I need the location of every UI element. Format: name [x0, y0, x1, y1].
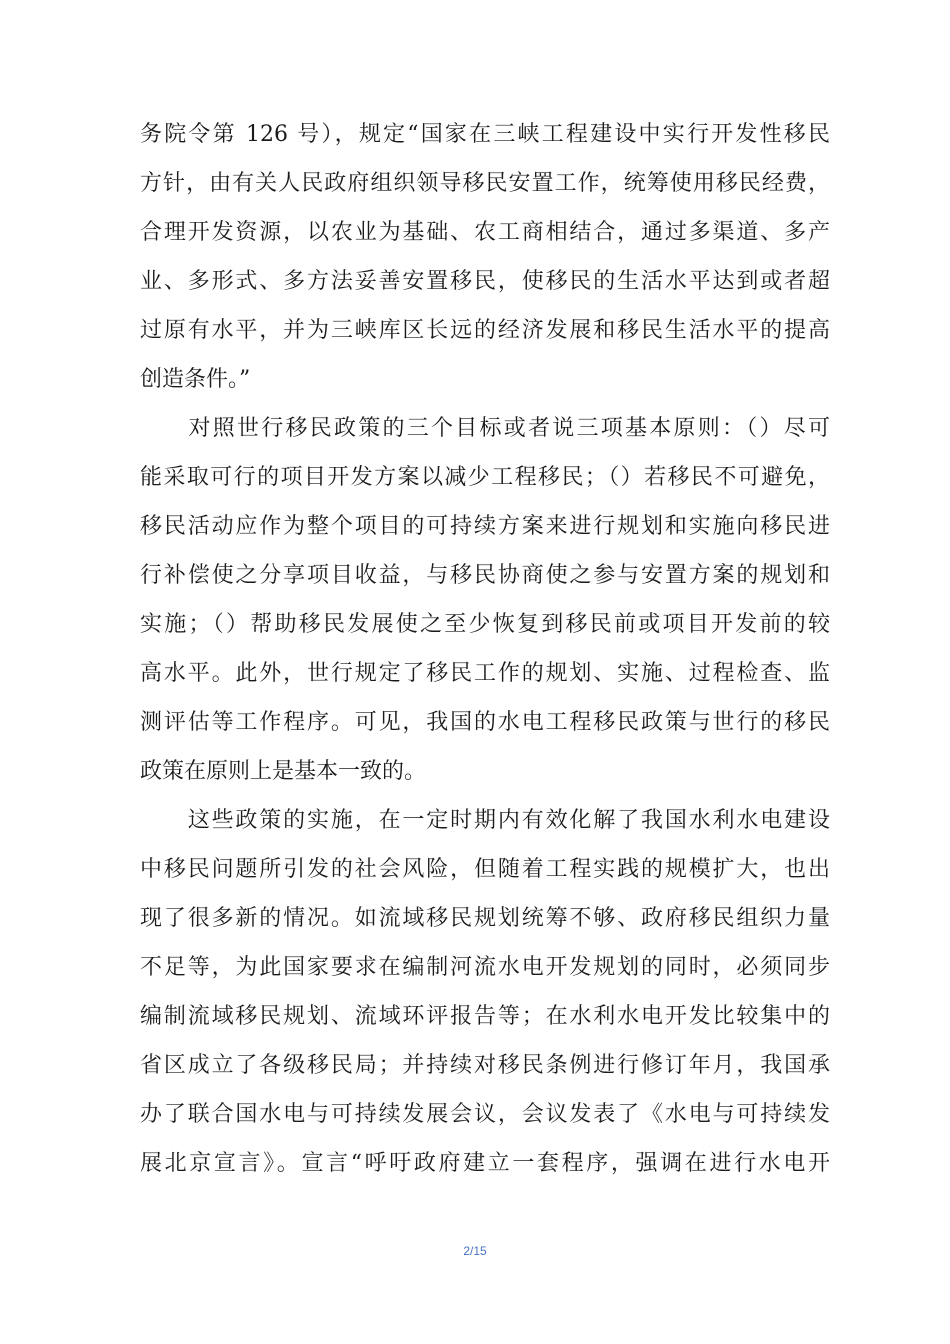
text-line: 方针，由有关人民政府组织领导移民安置工作，统筹使用移民经费，: [140, 171, 830, 196]
text-line: 能采取可行的项目开发方案以减少工程移民；（）若移民不可避免，: [140, 465, 830, 490]
text-line: 行补偿使之分享项目收益，与移民协商使之参与安置方案的规划和: [140, 563, 830, 588]
text-line: 编制流域移民规划、流域环评报告等；在水利水电开发比较集中的: [140, 1004, 830, 1029]
paragraph-1: [140, 110, 830, 404]
text-line: 不足等，为此国家要求在编制河流水电开发规划的同时，必须同步: [140, 955, 830, 980]
paragraph-2: [140, 404, 830, 796]
text-line: 这些政策的实施，在一定时期内有效化解了我国水利水电建设: [140, 808, 830, 833]
text-line: 业、多形式、多方法妥善安置移民，使移民的生活水平达到或者超: [140, 269, 830, 294]
text-line: 合理开发资源，以农业为基础、农工商相结合，通过多渠道、多产: [140, 220, 830, 245]
text-line: 务院令第 126 号），规定“国家在三峡工程建设中实行开发性移民: [140, 122, 830, 147]
text-line: 实施；（）帮助移民发展使之至少恢复到移民前或项目开发前的较: [140, 612, 830, 637]
text-line: 展北京宣言》。宣言“呼吁政府建立一套程序，强调在进行水电开: [140, 1151, 830, 1176]
text-line: 中移民问题所引发的社会风险，但随着工程实践的规模扩大，也出: [140, 857, 830, 882]
text-line: 过原有水平，并为三峡库区长远的经济发展和移民生活水平的提高: [140, 318, 830, 343]
text-line: 现了很多新的情况。如流域移民规划统筹不够、政府移民组织力量: [140, 906, 830, 931]
paragraph-3: [140, 796, 830, 1188]
text-line: 省区成立了各级移民局；并持续对移民条例进行修订年月，我国承: [140, 1053, 830, 1078]
text-line: 创造条件。”: [140, 367, 251, 392]
text-line: 政策在原则上是基本一致的。: [140, 759, 427, 784]
text-line: 移民活动应作为整个项目的可持续方案来进行规划和实施向移民进: [140, 514, 830, 539]
text-line: 办了联合国水电与可持续发展会议，会议发表了《水电与可持续发: [140, 1102, 830, 1127]
body-text: [140, 110, 830, 1188]
text-line: 对照世行移民政策的三个目标或者说三项基本原则：（）尽可: [140, 416, 830, 441]
page-number: 2/15: [463, 1244, 487, 1258]
text-line: 测评估等工作程序。可见，我国的水电工程移民政策与世行的移民: [140, 710, 830, 735]
text-line: 高水平。此外，世行规定了移民工作的规划、实施、过程检查、监: [140, 661, 830, 686]
